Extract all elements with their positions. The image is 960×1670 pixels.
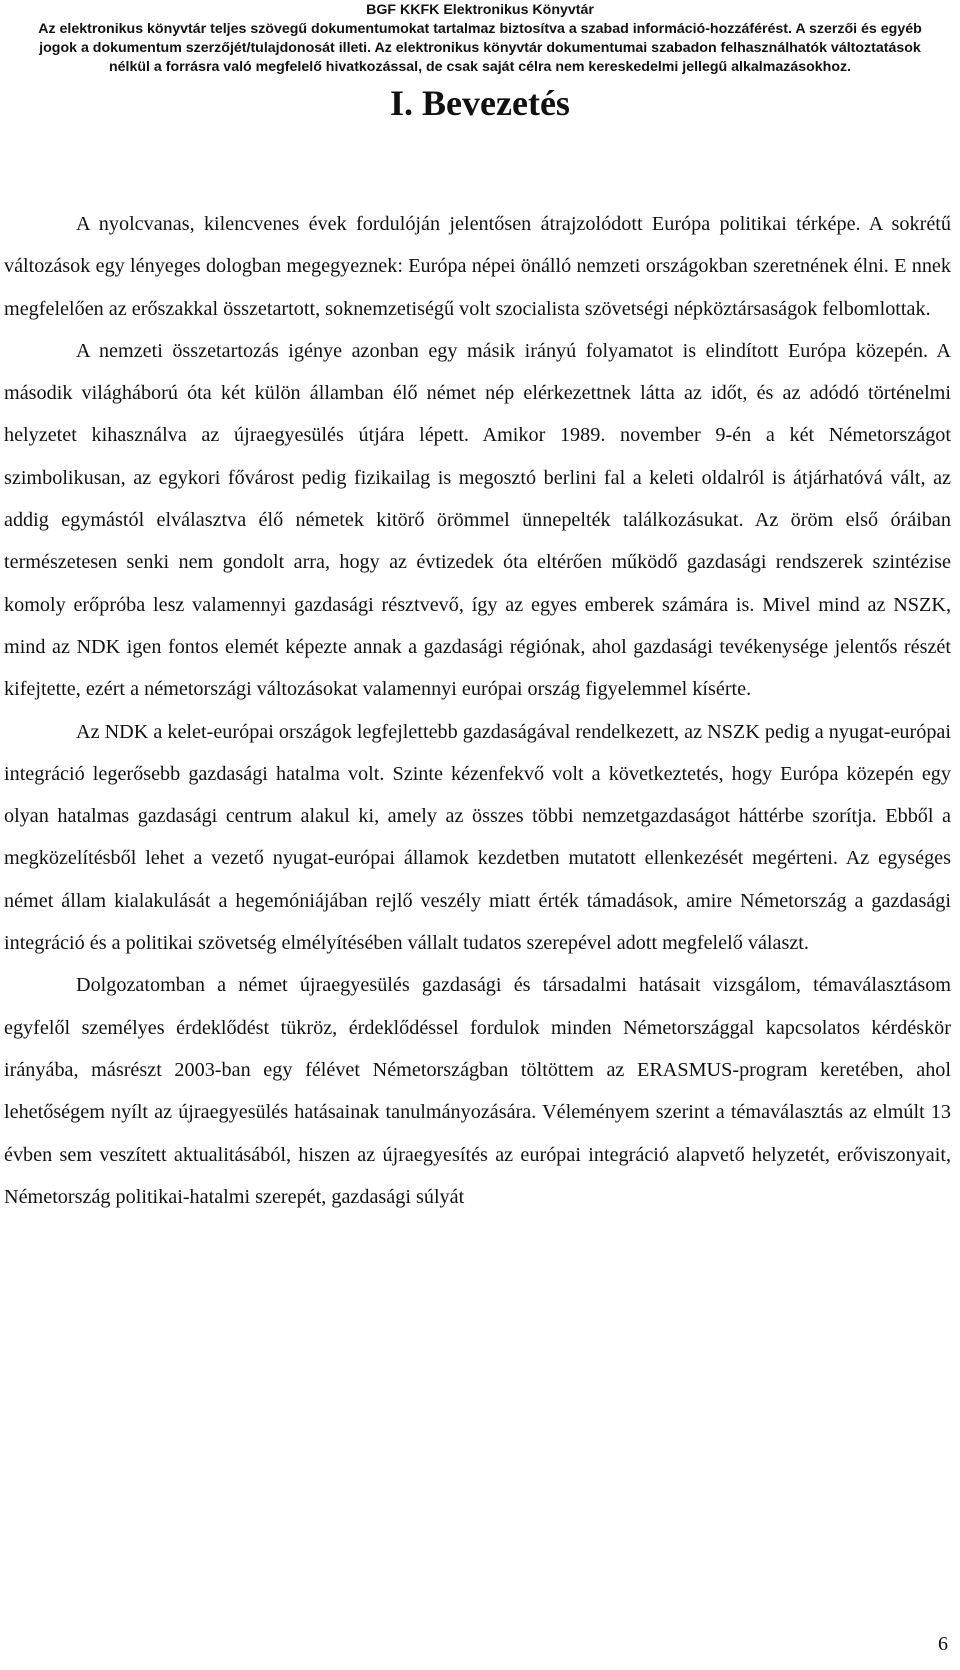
header-line-2: Az elektronikus könyvtár teljes szövegű dokumentumokat tartalmaz biztosítva a szabad információ-hozzáférést. A szerzői és egyéb: [38, 21, 922, 37]
header-line-1: BGF KKFK Elektronikus Könyvtár: [366, 2, 594, 18]
paragraph-3: Az NDK a kelet-európai országok legfejlettebb gazdaságával rendelkezett, az NSZK pedig a nyugat-európai integráció legerősebb gazdasági hatalma volt. Szinte kézenfekvő volt a következtetés, hogy Európa közepén egy olyan hatalmas gazdasági centrum alakul ki, amely az összes többi nemzetgazdaságot háttérbe szorítja. Ebből a megközelítésből lehet a vezető nyugat-európai államok kezdetben mutatott ellenkezését megérteni. Az egységes német állam kialakulását a hegemóniájában rejlő veszély miatt érték támadások, amire Németország a gazdasági integráció és a politikai szövetség elmélyítésében vállalt tudatos szerepével adott megfelelő választ.: [4, 720, 951, 955]
paragraph-1: A nyolcvanas, kilencvenes évek fordulóján jelentősen átrajzolódott Európa politikai térképe. A sokrétű változások egy lényeges dologban megegyeznek: Európa népei önálló nemzeti országokban szeretnének élni. E nnek megfelelően az erőszakkal összetartott, soknemzetiségű volt szocialista szövetségi népköztársaságok felbomlottak.: [4, 213, 951, 320]
header-line-3: jogok a dokumentum szerzőjét/tulajdonosát illeti. Az elektronikus könyvtár dokumentumai szabadon felhasználhatók változtatások: [39, 40, 921, 56]
paragraph-4: Dolgozatomban a német újraegyesülés gazdasági és társadalmi hatásait vizsgálom, témaválasztásom egyfelől személyes érdeklődést tükröz, érdeklődéssel fordulok minden Németországgal kapcsolatos kérdéskör irányába, másrészt 2003-ban egy félévet Németországban töltöttem az ERASMUS-program keretében, ahol lehetőségem nyílt az újraegyesülés hatásainak tanulmányozására. Véleményem szerint a témaválasztás az elmúlt 13 évben sem veszített aktualitásából, hiszen az újraegyesítés az európai integráció alapvető helyzetét, erőviszonyait, Németország politikai-hatalmi szerepét, gazdasági súlyát: [4, 974, 951, 1208]
header-line-4: nélkül a forrásra való megfelelő hivatkozással, de csak saját célra nem kereskedelmi jellegű alkalmazásokhoz.: [108, 59, 852, 75]
page-number: 6: [938, 1633, 948, 1655]
paragraph-2: A nemzeti összetartozás igénye azonban egy másik irányú folyamatot is elindított Európa közepén. A második világháború óta két külön államban élő német nép elérkezettnek látta az időt, és az adódó történelmi helyzetet kihasználva az újraegyesülés útjára lépett. Amikor 1989. november 9-én a két Németországot szimbolikusan, az egykori fővárost pedig fizikailag is megosztó berlini fal a keleti oldalról is átjárhatóvá vált, az addig egymástól elválasztva élő németek kitörő örömmel ünnepelték találkozásukat. Az öröm első óráiban természetesen senki nem gondolt arra, hogy az évtizedek óta eltérően működő gazdasági rendszerek szintézise komoly erőpróba lesz valamennyi gazdasági résztvevő, így az egyes emberek számára is. Mivel mind az NSZK, mind az NDK igen fontos elemét képezte annak a gazdasági régiónak, ahol gazdasági tevékenysége jelentős részét kifejtette, ezért a németországi változásokat valamennyi európai ország figyelemmel kísérte.: [4, 339, 951, 701]
library-header: [0, 0, 960, 77]
chapter-title: I. Bevezetés: [390, 83, 570, 123]
body-text: [4, 203, 951, 1218]
